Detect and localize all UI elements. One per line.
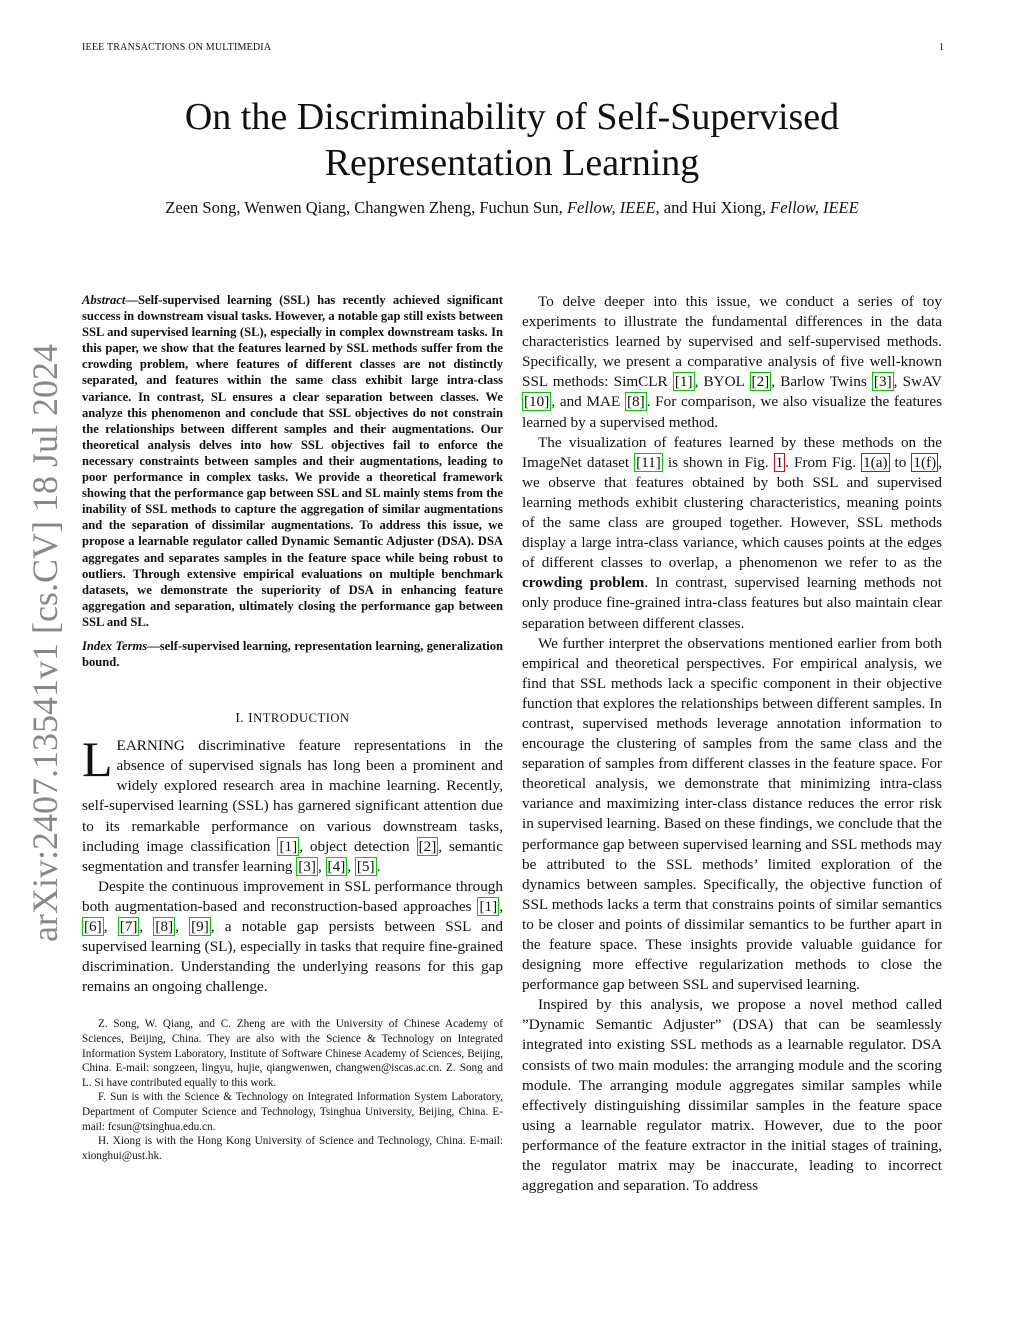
authors-names-a: Zeen Song, Wenwen Qiang, Changwen Zheng, Fuchun Sun, [165,198,563,217]
intro-p2-text: , [499,897,503,915]
authors-fellow-a: Fellow, IEEE, [566,198,660,217]
intro-p1-text: , object detection [299,837,417,855]
figure-link[interactable]: 1 [775,453,784,471]
citation-link[interactable]: [8] [626,393,645,411]
section-number: I. I [235,710,254,726]
intro-p1-text: , [347,857,355,875]
right-p2-text: to [889,453,912,471]
index-terms-label: Index Terms [82,638,148,653]
right-paragraph-3: We further interpret the observations mentioned earlier from both empirical and theoretical perspectives. For empirical analysis, we find that SSL methods lack a specific component in their objective function that explores the relationships between different samples. In contrast, supervised methods leverage annotation information to encourage the clustering of samples from the same class and the separation of samples from different classes in the feature space. For theoretical analysis, we demonstrate that minimizing intra-class variance and maximizing inter-class distance reduces the error risk in supervised learning. Based on these findings, we conclude that the performance gap between supervised learning and SSL methods may be attributed to the SSL methods’ limited exploration of the dynamics between samples. Specifically, the objective function of SSL methods lacks a term that constrains points of similar semantics to be closer and points of dissimilar semantics to be further apart in the feature space. These insights provide valuable guidance for designing more effective regularization methods to close the performance gap between SSL and supervised learning. [522,634,942,994]
drop-cap: L [82,731,113,788]
figure-link[interactable]: 1(a) [863,453,888,471]
intro-p1-text: . [376,857,381,875]
citation-link[interactable]: [3] [298,857,316,875]
abstract-label: Abstract [82,293,126,307]
intro-p2-text: , a notable gap persists between SSL and supervised learning (SL), especially in tasks that require fine-grained discrimination. Understanding the underlying reasons for this gap remains an ongoing challenge. [82,918,503,996]
intro-p1-text: , semantic segmentation and transfer learning [82,837,503,875]
author-list [82,198,942,218]
right-paragraph-4: Inspired by this analysis, we propose a novel method called ”Dynamic Semantic Adjuster” (DSA) that can be seamlessly integrated into existing SSL methods as a learnable regulator. DSA consists of two main modules: the arranging module and the scoring module. The arranging module aggregates similar samples while effectively distinguishing dissimilar samples in the feature space using a learnable regulator matrix. However, due to the poor performance of the feature extractor in the initial stages of training, the regulator matrix may be inaccurate, leading to incorrect aggregation and separation. To address [522,996,942,1195]
section-title-rest: NTRODUCTION [253,711,350,726]
right-p1-text: To delve deeper into this issue, we conduct a series of toy experiments to illustrate the fundamental differences in the data characteristics learned by supervised and self-supervised methods. Specifically, we present a comparative analysis of five well-known SSL methods: SimCLR [522,293,942,391]
right-p1-text: . For comparison, we also visualize the features learned by a supervised method. [522,393,942,431]
citation-link[interactable]: [2] [751,373,770,391]
footnotes [82,1017,503,1163]
arxiv-stamp[interactable]: arXiv:2407.13541v1 [cs.CV] 18 Jul 2024 [25,344,65,942]
citation-link[interactable]: [10] [524,393,550,411]
paper-title [82,94,942,186]
citation-link[interactable]: [9] [191,918,209,935]
right-p1-text: , BYOL [694,373,750,391]
right-column [522,292,942,1196]
intro-p2-text: Despite the continuous improvement in SSL performance through both augmentation-based and reconstruction-based approaches [82,877,503,915]
right-p2-text: . In contrast, supervised learning methods not only produce fine-grained intra-class features but also maintain clear separation between different classes. [522,574,942,632]
abstract [82,292,503,630]
intro-p1-text: , [317,857,326,875]
right-p1-text: , Barlow Twins [771,373,872,391]
page-number: 1 [939,42,944,53]
index-terms [82,638,503,670]
running-head: IEEE TRANSACTIONS ON MULTIMEDIA [82,42,272,53]
title-line-2: Representation Learning [324,142,700,184]
citation-link[interactable]: [11] [636,453,661,471]
citation-link[interactable]: [1] [479,897,498,915]
citation-link[interactable]: [5] [356,857,375,875]
citation-link[interactable]: [1] [674,373,693,391]
citation-link[interactable]: [6] [84,918,102,935]
footnote-affiliation-1: Z. Song, W. Qiang, and C. Zheng are with the University of Chinese Academy of Sciences, Beijing, China. They are also with the Science & Technology on Integrated Information System Laboratory, Institute of Software Chinese Academy of Sciences, Beijing, China. E-mail: songzeen, lingyu, hujie, qiangwenwen, changwen@iscas.ac.cn. Z. Song and L. Si have contributed equally to this work. [82,1018,503,1089]
right-p2-text: is shown in Fig. [662,453,774,471]
abstract-text: —Self-supervised learning (SSL) has recently achieved significant success in downstream visual tasks. However, a notable gap still exists between SSL and supervised learning (SL), especially in complex downstream tasks. In this paper, we show that the features learned by SSL methods suffer from the crowding problem, where features of different classes are not distinctly separated, and features within the same class exhibit large intra-class variance. In contrast, SL ensures a clear separation between classes. We analyze this phenomenon and conclude that SSL objectives do not constrain the relationships between different samples and their augmentations. Our theoretical analysis delves into how SSL objectives fail to enforce the necessary constraints between samples and their augmentations, leading to poor performance in complex tasks. We provide a theoretical framework showing that the performance gap between SSL and SL mainly stems from the inability of SSL methods to capture the aggregation of similar augmentations and the separation of dissimilar augmentations. To address this issue, we propose a learnable regulator called Dynamic Semantic Adjuster (DSA). DSA aggregates and separates samples in the feature space while being robust to outliers. Through extensive empirical evaluations on multiple benchmark datasets, we demonstrate the superiority of DSA in enhancing feature aggregation and separation, ultimately closing the performance gap between SSL and SL. [82,293,503,629]
authors-fellow-b: Fellow, IEEE [770,198,859,217]
right-p2-text: The visualization of features learned by these methods on the ImageNet dataset [522,433,942,471]
right-paragraph-1 [522,292,942,433]
footnote-affiliation-2: F. Sun is with the Science & Technology on Integrated Information System Laboratory, Department of Computer Science and Technology, Tsinghua University, Beijing, China. E-mail: fcsun@tsinghua.edu.cn. [82,1091,503,1133]
authors-names-b: and Hui Xiong, [663,198,766,217]
citation-link[interactable]: [3] [873,373,892,391]
right-p1-text: , SwAV [893,373,943,391]
citation-link[interactable]: [8] [155,918,174,935]
footnote-affiliation-3: H. Xiong is with the Hong Kong University of Science and Technology, China. E-mail: xionghui@ust.hk. [82,1135,503,1162]
right-p2-text: . From Fig. [785,453,862,471]
citation-link[interactable]: [2] [418,837,437,855]
section-heading-introduction [82,710,503,726]
citation-link[interactable]: [1] [279,837,298,855]
intro-p1-text: EARNING discriminative feature representations in the absence of supervised signals has long been a prominent and widely explored research area in machine learning. Recently, self-supervised learning (SSL) has garnered significant attention due to its remarkable performance on various downstream tasks, including image classification [82,737,503,855]
intro-p2-text: , [175,918,190,935]
right-p2-text: , we observe that features obtained by both SSL and supervised learning methods exhibit clustering characteristics, meaning points of the same class are grouped together. However, SSL methods display a large intra-class variance, which causes points at the edges of different classes to overlap, a phenomenon we refer to as the [522,453,942,572]
citation-link[interactable]: [7] [119,918,138,935]
emphasis-term: crowding problem [522,574,645,592]
citation-link[interactable]: [4] [327,857,346,875]
intro-paragraph-1 [82,731,503,877]
figure-link[interactable]: 1(f) [913,453,937,471]
right-paragraph-2 [522,433,942,634]
intro-p2-text: , [139,918,154,935]
intro-p2-text: , [103,918,118,935]
left-column [82,292,503,1163]
intro-paragraph-2 [82,877,503,998]
right-p1-text: , and MAE [551,393,625,411]
index-terms-text: —self-supervised learning, representation learning, generalization bound. [82,638,503,670]
title-line-1: On the Discriminability of Self-Supervised [184,96,840,138]
